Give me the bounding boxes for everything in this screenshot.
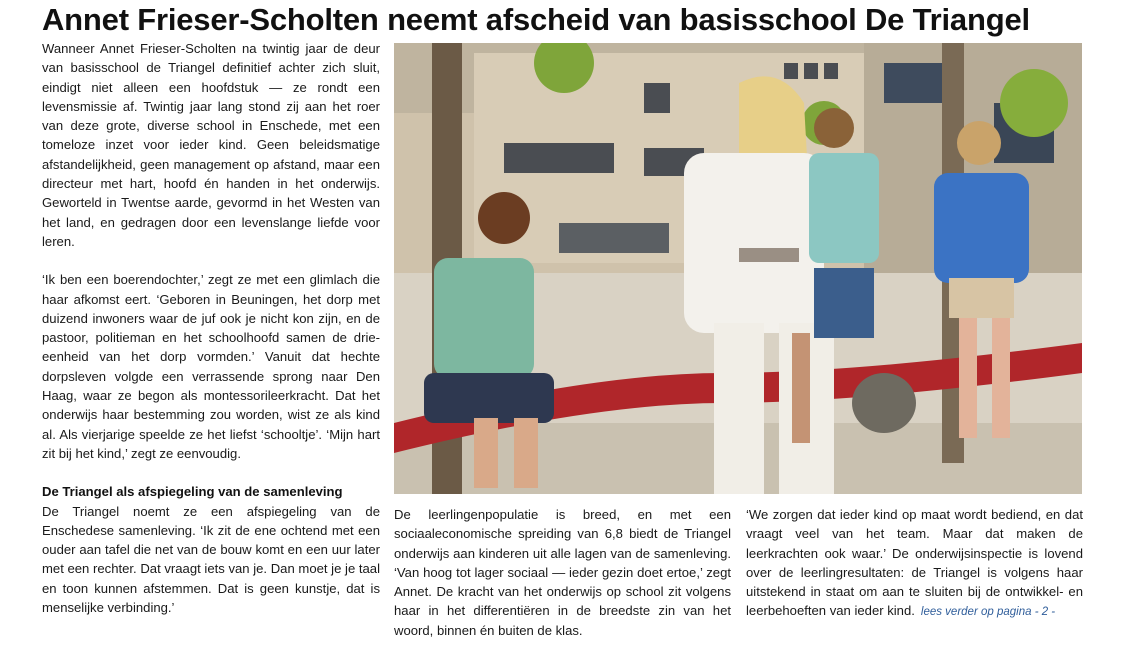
article-photo — [394, 43, 1082, 494]
paragraph-society: De Triangel noemt ze een afspiegeling van de Enschedese samenleving. ‘Ik zit de ene ochtend met een ouder aan tafel die net van de bouw komt en een uur later met een rechter. Dat vraagt iets van je. Dan moet je je taal en toon kunnen afstemmen. Dat is geen kunstje, dat is menselijke verbinding.’ — [42, 503, 380, 616]
section-subheading: De Triangel als afspiegeling van de samenleving — [42, 484, 343, 500]
article-headline: Annet Frieser-Scholten neemt afscheid van basisschool De Triangel — [42, 2, 1030, 37]
paragraph-intro: Wanneer Annet Frieser-Scholten na twintig jaar de deur van basisschool de Triangel definitief achter zich sluit, eindigt niet alleen een hoofdstuk — ze rondt een levensmissie af. Twintig jaar lang stond zij aan het roer van deze grote, diverse school in Enschede, met een tomeloze inzet voor ieder kind. Geen beleidsmatige afstandelijkheid, geen management op afstand, maar een directeur met hart, hoofd én handen in het onderwijs. Geworteld in Twentse aarde, gevormd in het Westen van het land, en gedragen door een levenslange liefde voor leren. — [42, 41, 380, 249]
article-column-right — [746, 505, 1083, 623]
continue-reading-link[interactable]: lees verder op pagina - 2 - — [920, 606, 1056, 619]
article-column-middle — [394, 505, 731, 640]
paragraph-inspection — [746, 505, 1083, 623]
paragraph-population: De leerlingenpopulatie is breed, en met een sociaaleconomische spreiding van 6,8 biedt de Triangel onderwijs aan kinderen uit alle lagen van de samenleving. ‘Van hoog tot lager sociaal — ieder gezin doet ertoe,’ zegt Annet. De kracht van het onderwijs op school zit volgens haar in het differentiëren in de breedste zin van het woord, binnen én buiten de klas. — [394, 507, 731, 638]
article-column-left — [42, 39, 380, 617]
paragraph-background: ‘Ik ben een boerendochter,’ zegt ze met een glimlach die haar afkomst eert. ‘Geboren in Beuningen, het dorp met duizend inwoners waar de juf ook je nicht kon zijn, en de pastoor, politieman en het schoolhoofd samen de drie-eenheid van het dorp vormden.’ Vanuit dat hechte dorpsleven volgde een verrassende sprong naar Den Haag, waar ze begon als montessorileerkracht. Dat het onderwijs haar bestemming zou worden, wist ze als kind al. Als vierjarige speelde ze het liefst ‘schooltje’. ‘Mijn hart zit bij het kind,’ zegt ze eenvoudig. — [42, 272, 380, 461]
paragraph-inspection-text: ‘We zorgen dat ieder kind op maat wordt bediend, en dat vraagt veel van het team. Maar dat maken de leerkrachten ook waar.’ De onderwijsinspectie is lovend over de leerlingresultaten: de Triangel is volgens haar uitstekend in staat om aan te sluiten bij de ontwikkel- en leerbehoeften van ieder kind. — [746, 507, 1083, 619]
